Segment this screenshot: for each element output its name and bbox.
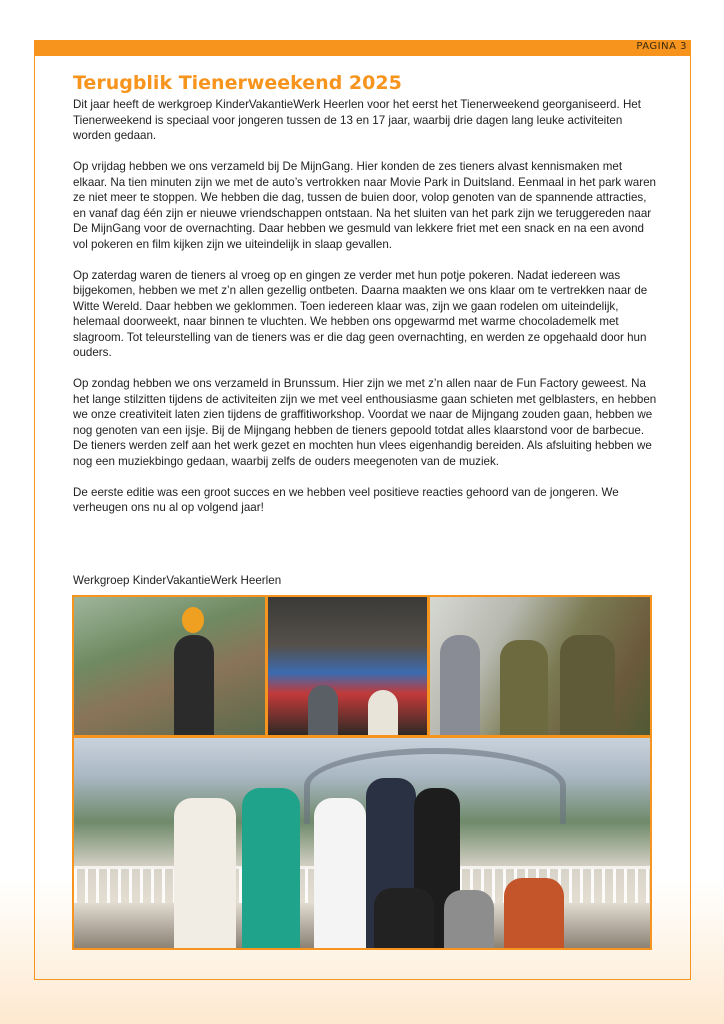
person-figure <box>504 878 564 948</box>
person-figure <box>242 788 300 948</box>
person-figure <box>368 690 398 735</box>
article-title: Terugblik Tienerweekend 2025 <box>73 72 402 94</box>
person-figure <box>440 635 480 735</box>
person-figure <box>308 685 338 735</box>
photo-climbing <box>72 595 267 737</box>
climber-figure <box>174 635 214 735</box>
page-number: PAGINA 3 <box>636 41 687 52</box>
person-figure <box>560 635 615 735</box>
paragraph-friday: Op vrijdag hebben we ons verzameld bij De MijnGang. Hier konden de zes tieners alvast kennismaken met elkaar. Na tien minuten zijn we met de auto’s vertrokken naar Movie Park in Duitsland. Eenmaal in het park waren ze niet meer te stoppen. We hebben die dag, tussen de buien door, volop genoten van de spannende attracties, en vanaf dag één zijn er nieuwe vriendschappen ontstaan. Na het sluiten van het park zijn we teruggereden naar De MijnGang voor de overnachting. Daar hebben we gesmuld van lekkere friet met een snack en na een avond vol pokeren en film kijken zijn we uiteindelijk in slaap gevallen. <box>73 160 656 251</box>
paragraph-closing: De eerste editie was een groot succes en we hebben veel positieve reacties gehoord van de jongeren. We verheugen ons nu al op volgend jaar! <box>73 485 619 514</box>
signature: Werkgroep KinderVakantieWerk Heerlen <box>73 574 282 587</box>
person-figure <box>374 888 434 948</box>
paragraph-intro: Dit jaar heeft de werkgroep KinderVakantieWerk Heerlen voor het eerst het Tienerweekend georganiseerd. Het Tienerweekend is speciaal voor jongeren tussen de 13 en 17 jaar, waarbij drie dagen lang leuke activiteiten worden gedaan. <box>73 98 641 142</box>
photo-group-movie-park <box>72 736 652 950</box>
paragraph-saturday: Op zaterdag waren de tieners al vroeg op en gingen ze verder met hun potje pokeren. Nadat iedereen was bijgekomen, hebben we met z’n allen gezellig ontbeten. Daarna maakten we ons klaar om te vertrekken naar de Witte Wereld. Daar hebben we geklommen. Toen iedereen klaar was, zijn we gaan rodelen om uiteindelijk, helemaal doorweekt, naar binnen te vluchten. We hebben ons opgewarmd met warme chocolademelk met slagroom. Tot teleurstelling van de tieners was er die dag geen overnachting, en werden ze opgehaald door hun ouders. <box>73 268 648 359</box>
person-figure <box>500 640 548 735</box>
photo-gelblasters <box>428 595 652 737</box>
paragraph-sunday: Op zondag hebben we ons verzameld in Brunssum. Hier zijn we met z’n allen naar de Fun Factory geweest. Na het lange stilzitten tijdens de activiteiten zijn we met veel enthousiasme gaan schieten met gelblasters, en hebben we onze creativiteit laten zien tijdens de graffitiworkshop. Voordat we naar de Mijngang zouden gaan, hebben we nog genoten van een ijsje. Bij de Mijngang hebben de tieners gepoold totdat alles klaarstond voor de barbecue. De tieners werden zelf aan het werk gezet en mochten hun vlees eigenhandig bereiden. Als afsluiting hebben we nog een muziekbingo gedaan, waarbij zelfs de ouders meegenoten van de muziek. <box>73 377 657 468</box>
person-figure <box>174 798 236 948</box>
person-figure <box>444 890 494 948</box>
person-figure <box>314 798 366 948</box>
helmet-shape <box>182 607 204 633</box>
photo-graffiti <box>266 595 429 737</box>
article-body <box>73 97 658 531</box>
header-bar <box>34 40 691 56</box>
